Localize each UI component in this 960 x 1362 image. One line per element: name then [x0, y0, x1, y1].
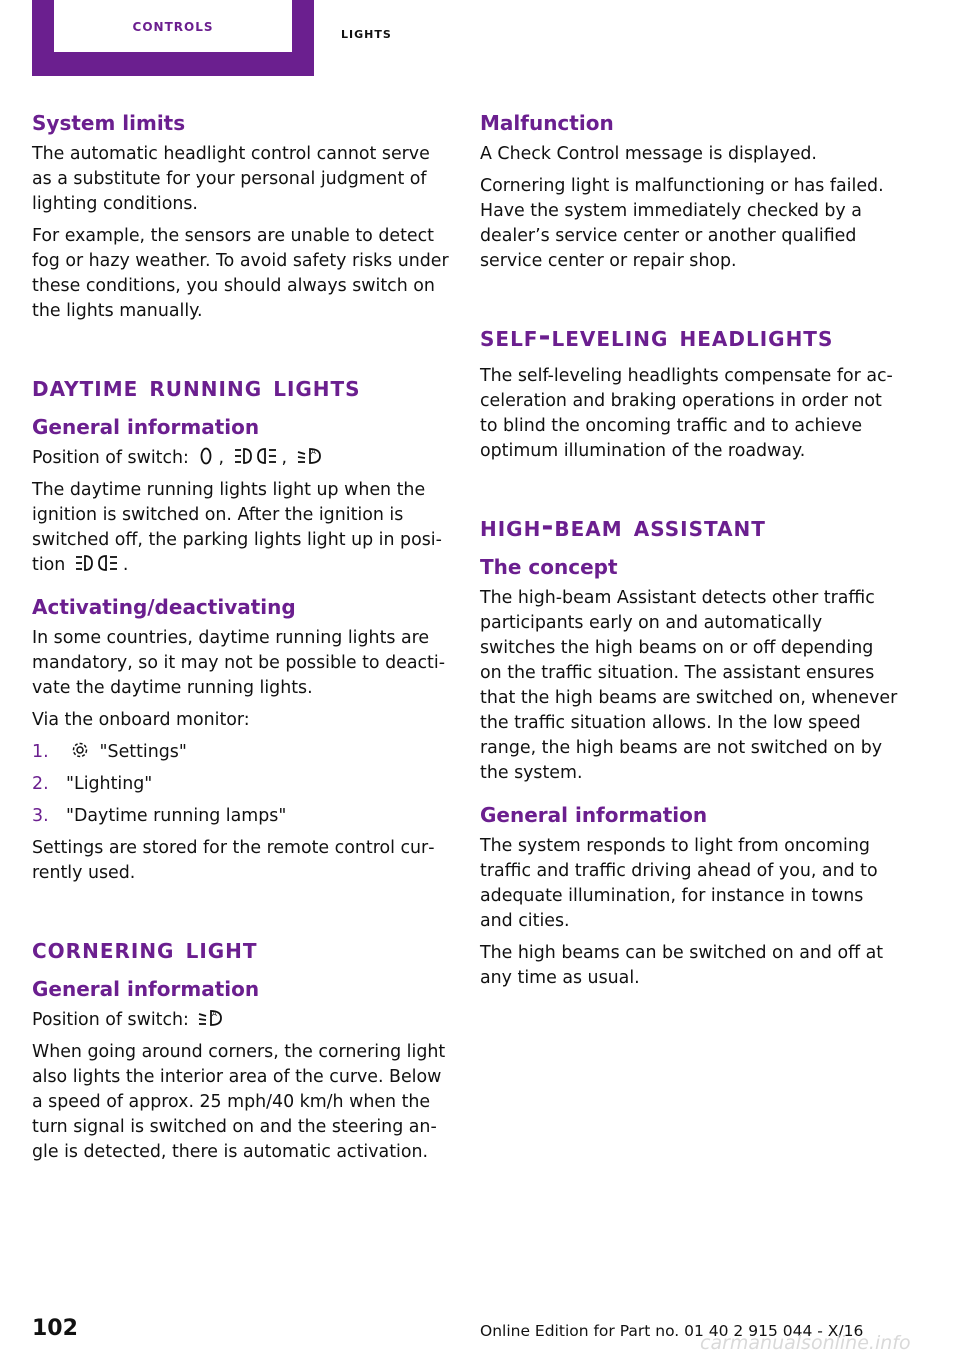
self-leveling-title: self-leveling headlights — [480, 319, 834, 353]
high-beam-text-1: The system responds to light from oncoming traffic and traffic driving ahead of you, and to adequate illumination, for instance in towns and cities. — [480, 836, 878, 931]
separator: , — [281, 448, 288, 468]
list-item — [32, 804, 450, 829]
list-item — [32, 740, 450, 765]
daytime-running-lights-title: daytime running lights — [32, 369, 361, 403]
page-number: 102 — [32, 1316, 78, 1341]
parking-lights-icon — [75, 553, 119, 573]
step-label: "Lighting" — [66, 774, 153, 794]
system-limits-text-1: The automatic headlight control cannot serve as a substitute for your personal judgment of lighting conditions. — [32, 144, 430, 214]
high-beam-general-heading: General information — [480, 803, 708, 827]
cornering-general-heading: General information — [32, 977, 260, 1001]
step-text — [66, 740, 187, 765]
parking-lights-icon — [234, 446, 278, 466]
system-limits-heading: System limits — [32, 111, 186, 135]
separator: , — [218, 448, 224, 468]
via-onboard-monitor: Via the onboard monitor: — [32, 710, 250, 730]
malfunction-heading: Malfunction — [480, 111, 614, 135]
automatic-headlight-icon — [297, 446, 323, 466]
section-tab-lights[interactable]: lights — [341, 24, 392, 42]
malfunction-text-1: A Check Control message is displayed. — [480, 144, 817, 164]
daytime-text-1 — [32, 478, 450, 578]
step-number: 2. — [32, 774, 49, 794]
daytime-switch-position — [32, 446, 450, 471]
high-beam-text-2: The high beams can be switched on and off at any time as usual. — [480, 943, 884, 988]
svg-text:A: A — [212, 1010, 218, 1018]
switch-off-icon — [198, 446, 214, 466]
daytime-text-1a: The daytime running lights light up when the ignition is switched on. After the ignition is switched off, the parking lights light up in posi‐ tion — [32, 480, 442, 575]
cornering-light-title: cornering light — [32, 931, 258, 965]
chapter-tab-label: controls — [54, 0, 292, 52]
step-number: 1. — [32, 742, 49, 762]
settings-gear-icon — [70, 740, 90, 760]
step-label: "Settings" — [99, 742, 187, 762]
edition-info: Online Edition for Part no. 01 40 2 915 044 - X/16 — [480, 1322, 864, 1340]
activating-text: In some countries, daytime running lights are mandatory, so it may not be possible to deacti‐ vate the daytime running lights. — [32, 628, 445, 698]
activating-heading: Activating/deactivating — [32, 595, 296, 619]
settings-stored-text: Settings are stored for the remote control cur‐ rently used. — [32, 838, 435, 883]
system-limits-text-2: For example, the sensors are unable to detect fog or hazy weather. To avoid safety risks under these conditions, you should always switch on the lights manually. — [32, 226, 449, 321]
step-label: "Daytime running lamps" — [66, 806, 287, 826]
cornering-switch-position — [32, 1008, 450, 1033]
position-label: Position of switch: — [32, 448, 189, 468]
daytime-general-heading: General information — [32, 415, 260, 439]
left-column — [32, 110, 450, 1172]
right-column — [480, 110, 898, 998]
concept-heading: The concept — [480, 555, 618, 579]
page-header — [0, 0, 960, 78]
daytime-text-1b: . — [122, 555, 129, 575]
malfunction-text-2: Cornering light is malfunctioning or has failed. Have the system immediately checked by a dealer’s service center or another qualified service center or repair shop. — [480, 176, 884, 271]
position-label: Position of switch: — [32, 1010, 189, 1030]
watermark: carmanualsonline.info — [700, 1332, 911, 1354]
chapter-tab-controls[interactable] — [32, 0, 314, 76]
list-item — [32, 772, 450, 797]
high-beam-assistant-title: high-beam assistant — [480, 509, 766, 543]
self-leveling-text: The self-leveling headlights compensate for ac‐ celeration and braking operations in order not to blind the oncoming traffic and to achieve optimum illumination of the roadway. — [480, 366, 893, 461]
step-number: 3. — [32, 806, 49, 826]
svg-text:A: A — [310, 448, 316, 456]
cornering-text: When going around corners, the cornering light also lights the interior area of the curve. Below a speed of approx. 25 mph/40 km/h when the turn signal is switched on and the steering an‐ gle is detected, there is automatic activation. — [32, 1042, 446, 1162]
concept-text: The high-beam Assistant detects other traffic participants early on and automatically switches the high beams on or off depending on the traffic situation. The assistant ensures that the high beams are switched on, whenever the traffic situation allows. In the low speed range, the high beams are not switched on by the system. — [480, 588, 898, 783]
settings-steps — [32, 740, 450, 829]
automatic-headlight-icon — [198, 1008, 224, 1028]
